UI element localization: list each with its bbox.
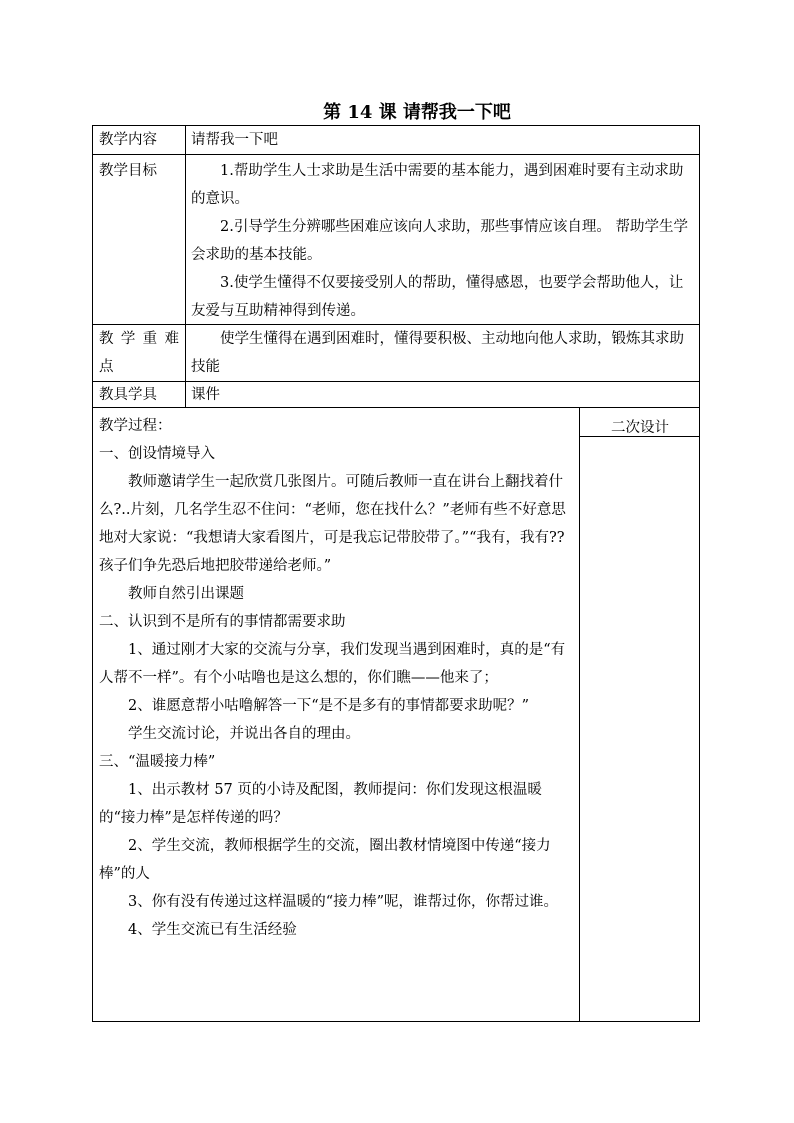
section-heading: 一、创设情境导入	[99, 446, 215, 462]
goal-item: 1.帮助学生人士求助是生活中需要的基本能力，遇到困难时要有主动求助的意识。	[191, 163, 684, 207]
tools-value: 课件	[191, 387, 220, 403]
process-paragraph: 学生交流讨论，并说出各自的理由。	[128, 726, 360, 742]
key-points-label-line1: 教学重难	[99, 331, 179, 347]
process-paragraph: 2、谁愿意帮小咕噜解答一下“是不是多有的事情都要求助呢？”	[128, 698, 530, 714]
lesson-plan-table	[92, 125, 700, 1022]
process-paragraph: 1、通过刚才大家的交流与分享，我们发现当遇到困难时，真的是“有人帮不一样”。有个小咕噜也是这么想的，你们瞧——他来了；	[99, 642, 566, 686]
key-points-label	[99, 325, 179, 381]
section-heading: 三、“温暖接力棒”	[99, 754, 216, 770]
process-paragraph: 1、出示教材 57 页的小诗及配图，教师提问：你们发现这根温暖的“接力棒”是怎样传递的吗？	[99, 782, 542, 826]
process-paragraph: 教师邀请学生一起欣赏几张图片。可随后教师一直在讲台上翻找着什么?..片刻，几名学生忍不住问：“老师，您在找什么？”老师有些不好意思地对大家说：“我想请大家看图片，可是我忘记带胶带了。”“我有，我有??孩子们争先恐后地把胶带递给老师。”	[99, 474, 566, 574]
key-points-value	[191, 325, 691, 381]
process-content	[99, 412, 573, 944]
key-points-text: 使学生懂得在遇到困难时，懂得要积极、主动地向他人求助，锻炼其求助技能	[191, 331, 684, 375]
goal-item: 3.使学生懂得不仅要接受别人的帮助，懂得感恩，也要学会帮助他人，让友爱与互助精神得到传递。	[191, 275, 684, 319]
second-design-header: 二次设计	[611, 420, 669, 436]
process-paragraph: 3、你有没有传递过这样温暖的“接力棒”呢，谁帮过你，你帮过谁。	[128, 894, 559, 910]
content-value: 请帮我一下吧	[191, 132, 278, 148]
process-paragraph: 教师自然引出课题	[128, 586, 244, 602]
goals-label: 教学目标	[99, 163, 157, 179]
content-label: 教学内容	[99, 132, 157, 148]
page-title: 第 14 课 请帮我一下吧	[323, 102, 511, 123]
label-column-divider	[185, 126, 186, 407]
process-paragraph: 2、学生交流，教师根据学生的交流，圈出教材情境图中传递“接力棒”的人	[99, 838, 551, 882]
goals-list	[191, 157, 691, 325]
section-heading: 二、认识到不是所有的事情都需要求助	[99, 614, 346, 630]
row-divider	[93, 154, 699, 155]
process-label: 教学过程：	[99, 418, 172, 434]
process-paragraph: 4、学生交流已有生活经验	[128, 922, 297, 938]
tools-label: 教具学具	[99, 387, 157, 403]
second-design-column-divider	[579, 407, 580, 1021]
goal-item: 2.引导学生分辨哪些困难应该向人求助，那些事情应该自理。 帮助学生学会求助的基本技能。	[191, 219, 688, 263]
key-points-label-line2: 点	[99, 359, 114, 375]
